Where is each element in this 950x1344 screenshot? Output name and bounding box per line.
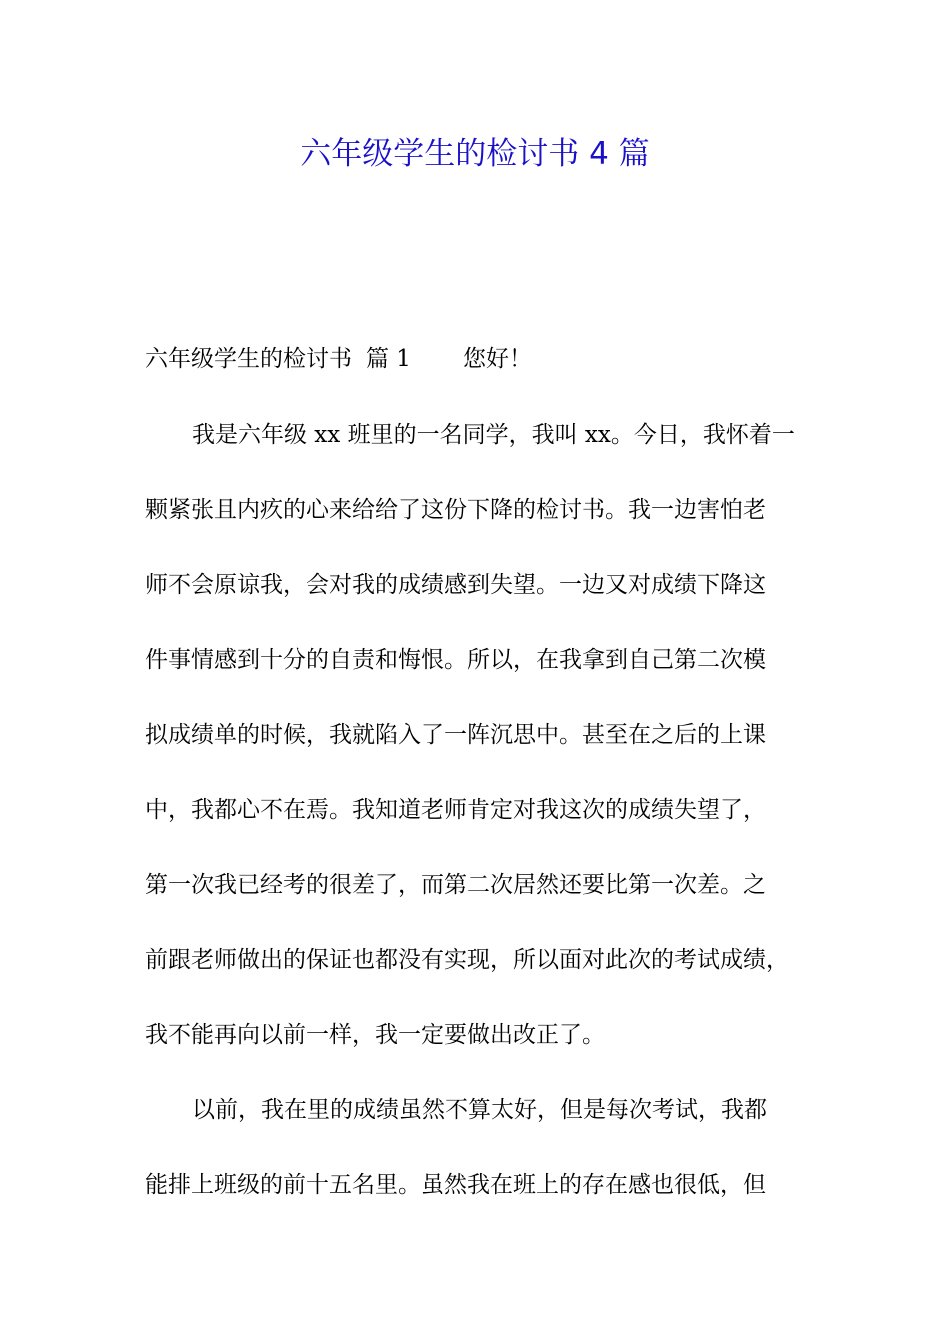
body-line: 师不会原谅我，会对我的成绩感到失望。一边又对成绩下降这 xyxy=(145,572,766,598)
section-heading-line xyxy=(145,342,532,376)
body-line: 以前，我在里的成绩虽然不算太好，但是每次考试，我都 xyxy=(192,1097,767,1123)
body-line: 件事情感到十分的自责和悔恨。所以，在我拿到自己第二次模 xyxy=(145,647,766,673)
body-line: 我不能再向以前一样，我一定要做出改正了。 xyxy=(145,1022,605,1048)
body-line: 中，我都心不在焉。我知道老师肯定对我这次的成绩失望了， xyxy=(145,797,766,823)
body-line: 能排上班级的前十五名里。虽然我在班上的存在感也很低，但 xyxy=(145,1172,766,1198)
section-part-label: 篇 1 xyxy=(366,346,411,372)
body-line: 我是六年级 xx 班里的一名同学，我叫 xx。今日，我怀着一 xyxy=(192,422,795,448)
document-title: 六年级学生的检讨书 4 篇 xyxy=(300,136,650,172)
body-line: 第一次我已经考的很差了，而第二次居然还要比第一次差。之 xyxy=(145,872,766,898)
body-line: 颗紧张且内疚的心来给给了这份下降的检讨书。我一边害怕老 xyxy=(145,497,766,523)
section-heading: 六年级学生的检讨书 xyxy=(145,346,352,372)
body-line: 拟成绩单的时候，我就陷入了一阵沉思中。甚至在之后的上课 xyxy=(145,722,766,748)
body-line: 前跟老师做出的保证也都没有实现，所以面对此次的考试成绩， xyxy=(145,947,789,973)
greeting: 您好！ xyxy=(462,346,532,372)
